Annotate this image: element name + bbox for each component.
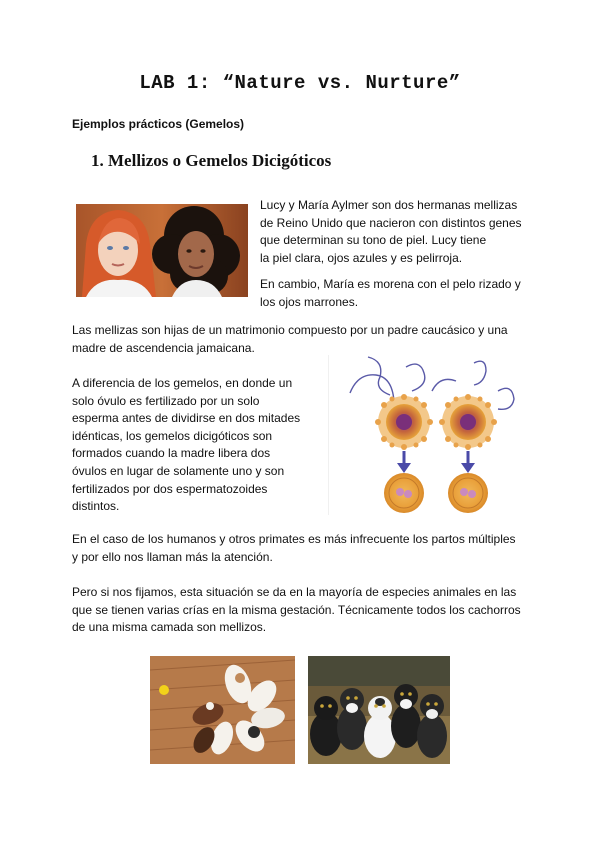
twins-intro-text [260, 197, 522, 267]
text-line: esperma antes de dividirse en dos mitades [72, 411, 301, 426]
text-line: Las mellizas son hijas de un matrimonio compuesto por un padre caucásico y una [72, 323, 508, 337]
text-line: que determinan su tono de piel. Lucy tiene [260, 233, 487, 248]
text-line: idénticas, los gemelos dicigóticos son [72, 428, 273, 443]
text-line: de Reino Unido que nacieron con distintos genes [260, 215, 522, 230]
difference-text [72, 375, 300, 516]
page-subtitle: Ejemplos prácticos (Gemelos) [72, 117, 245, 131]
text-line: la piel clara, ojos azules y es pelirroja. [260, 250, 463, 265]
maria-text [260, 276, 521, 311]
text-line: En el caso de los humanos y otros primates es más infrecuente los partos múltiples [72, 532, 516, 546]
fertilization-illustration [328, 355, 524, 515]
twins-photo [76, 204, 248, 297]
humans-text [72, 531, 516, 566]
text-line: solo óvulo es fertilizado por un solo [72, 393, 260, 408]
text-line: Lucy y María Aylmer son dos hermanas mellizas [260, 198, 518, 212]
text-line: Pero si nos fijamos, esta situación se da en la mayoría de especies animales en las [72, 585, 517, 599]
text-line: y por ello nos llaman más la atención. [72, 549, 273, 564]
text-line: madre de ascendencia jamaicana. [72, 340, 255, 355]
puppies-photo [150, 656, 295, 764]
section-heading: 1. Mellizos o Gemelos Dicigóticos [91, 151, 332, 170]
kittens-photo [308, 656, 450, 764]
page-title: LAB 1: “Nature vs. Nurture” [139, 72, 461, 94]
text-line: los ojos marrones. [260, 294, 359, 309]
text-line: de una misma camada son mellizos. [72, 620, 267, 635]
text-line: fertilizados por dos espermatozoides [72, 481, 268, 496]
text-line: A diferencia de los gemelos, en donde un [72, 376, 293, 390]
text-line: En cambio, María es morena con el pelo rizado y [260, 277, 521, 291]
parents-text [72, 322, 508, 357]
text-line: formados cuando la madre libera dos [72, 446, 271, 461]
text-line: que se tienen varias crías en la misma gestación. Técnicamente todos los cachorros [72, 602, 521, 617]
text-line: distintos. [72, 499, 120, 514]
text-line: óvulos en lugar de solamente uno y son [72, 463, 285, 478]
animals-text [72, 584, 521, 637]
